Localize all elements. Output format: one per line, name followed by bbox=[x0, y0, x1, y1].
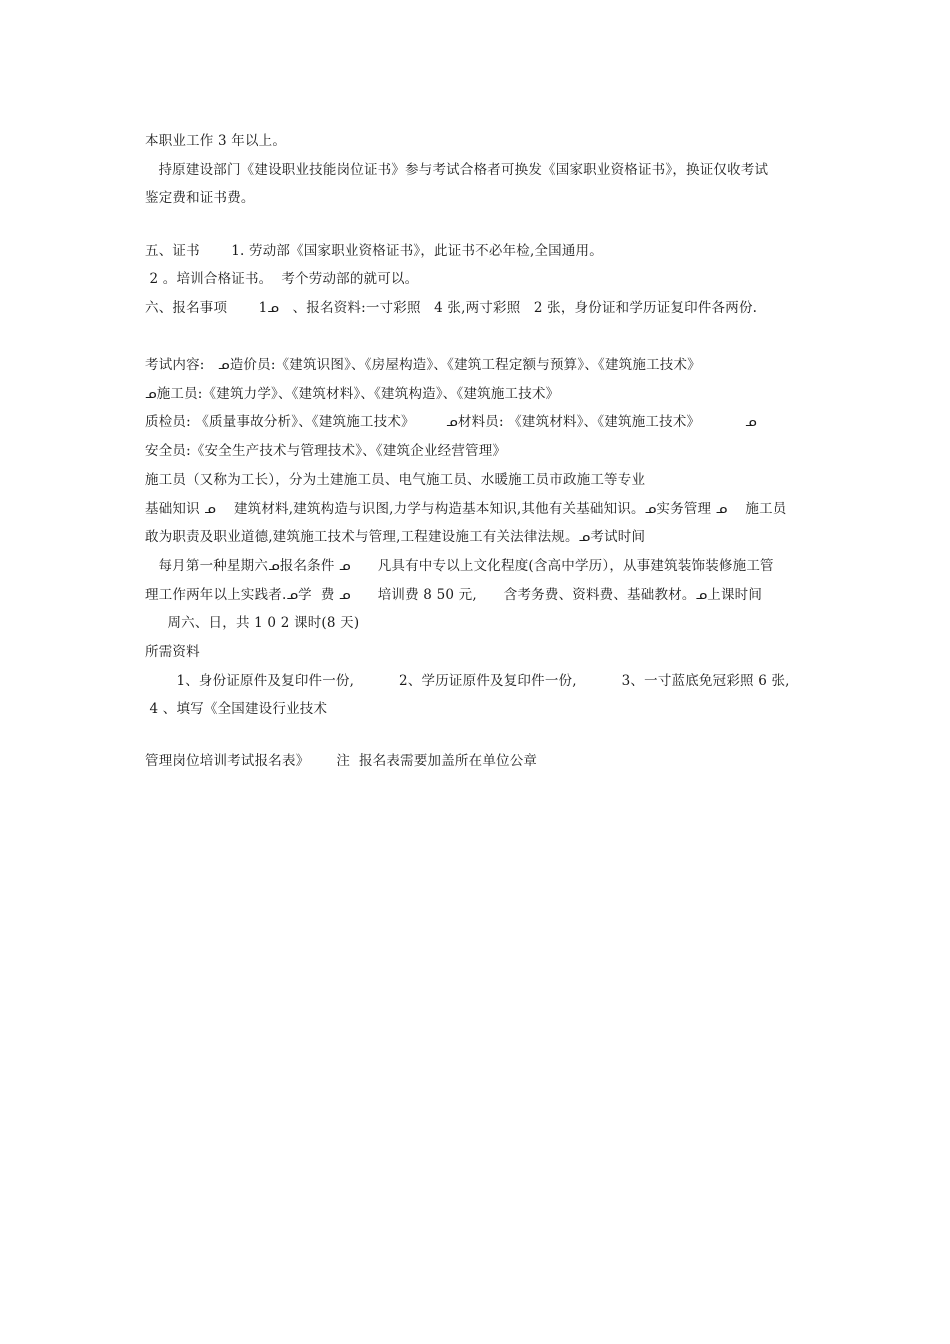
text-line: 敢为职责及职业道德,建筑施工技术与管理,工程建设施工有关法律法规。ᓄ考试时间 bbox=[145, 529, 646, 545]
text-line: 4 、填写《全国建设行业技术 bbox=[145, 701, 328, 717]
text-line: 持原建设部门《建设职业技能岗位证书》参与考试合格者可换发《国家职业资格证书》，换证仅收考试 bbox=[145, 162, 769, 178]
text-line: 五、证书 1. 劳动部《国家职业资格证书》，此证书不必年检,全国通用。 bbox=[145, 243, 603, 259]
text-line: ᓄ施工员:《建筑力学》、《建筑材料》、《建筑构造》、《建筑施工技术》 bbox=[145, 386, 560, 402]
text-line: 安全员:《安全生产技术与管理技术》、《建筑企业经营管理》 bbox=[145, 443, 507, 459]
text-line: 施工员（又称为工长），分为土建施工员、电气施工员、水暖施工员市政施工等专业 bbox=[145, 472, 646, 488]
text-line: 每月第一种星期六ᓄ报名条件 ᓄ 凡具有中专以上文化程度(含高中学历），从事建筑装饰装修施工管 bbox=[145, 558, 774, 574]
text-line: 基础知识 ᓄ 建筑材料,建筑构造与识图,力学与构造基本知识,其他有关基础知识。ᓄ实务管理 ᓄ 施工员 bbox=[145, 501, 787, 517]
text-line: 1、身份证原件及复印件一份, 2、学历证原件及复印件一份, 3、一寸蓝底免冠彩照 6 张, bbox=[145, 673, 790, 689]
text-line: 周六、日，共 1 0 2 课时(8 天) bbox=[145, 615, 360, 631]
text-line: 六、报名事项 1ᓄ 、报名资料:一寸彩照 4 张,两寸彩照 2 张，身份证和学历证复印件各两份. bbox=[145, 300, 758, 316]
text-line: 鉴定费和证书费。 bbox=[145, 190, 255, 206]
text-line: 理工作两年以上实践者.ᓄ学 费 ᓄ 培训费 8 50 元, 含考务费、资料费、基础教材。ᓄ上课时间 bbox=[145, 587, 763, 603]
text-line: 管理岗位培训考试报名表》 注 报名表需要加盖所在单位公章 bbox=[145, 753, 538, 769]
text-line: 本职业工作 3 年以上。 bbox=[145, 133, 287, 149]
text-line: 2 。培训合格证书。 考个劳动部的就可以。 bbox=[145, 271, 419, 287]
text-line: 质检员: 《质量事故分析》、《建筑施工技术》 ᓄ材料员: 《建筑材料》、《建筑施工技术》 ᓄ bbox=[145, 414, 757, 430]
text-line: 所需资料 bbox=[145, 644, 200, 660]
text-line: 考试内容: ᓄ造价员:《建筑识图》、《房屋构造》、《建筑工程定额与预算》、《建筑施工技术》 bbox=[145, 357, 701, 373]
